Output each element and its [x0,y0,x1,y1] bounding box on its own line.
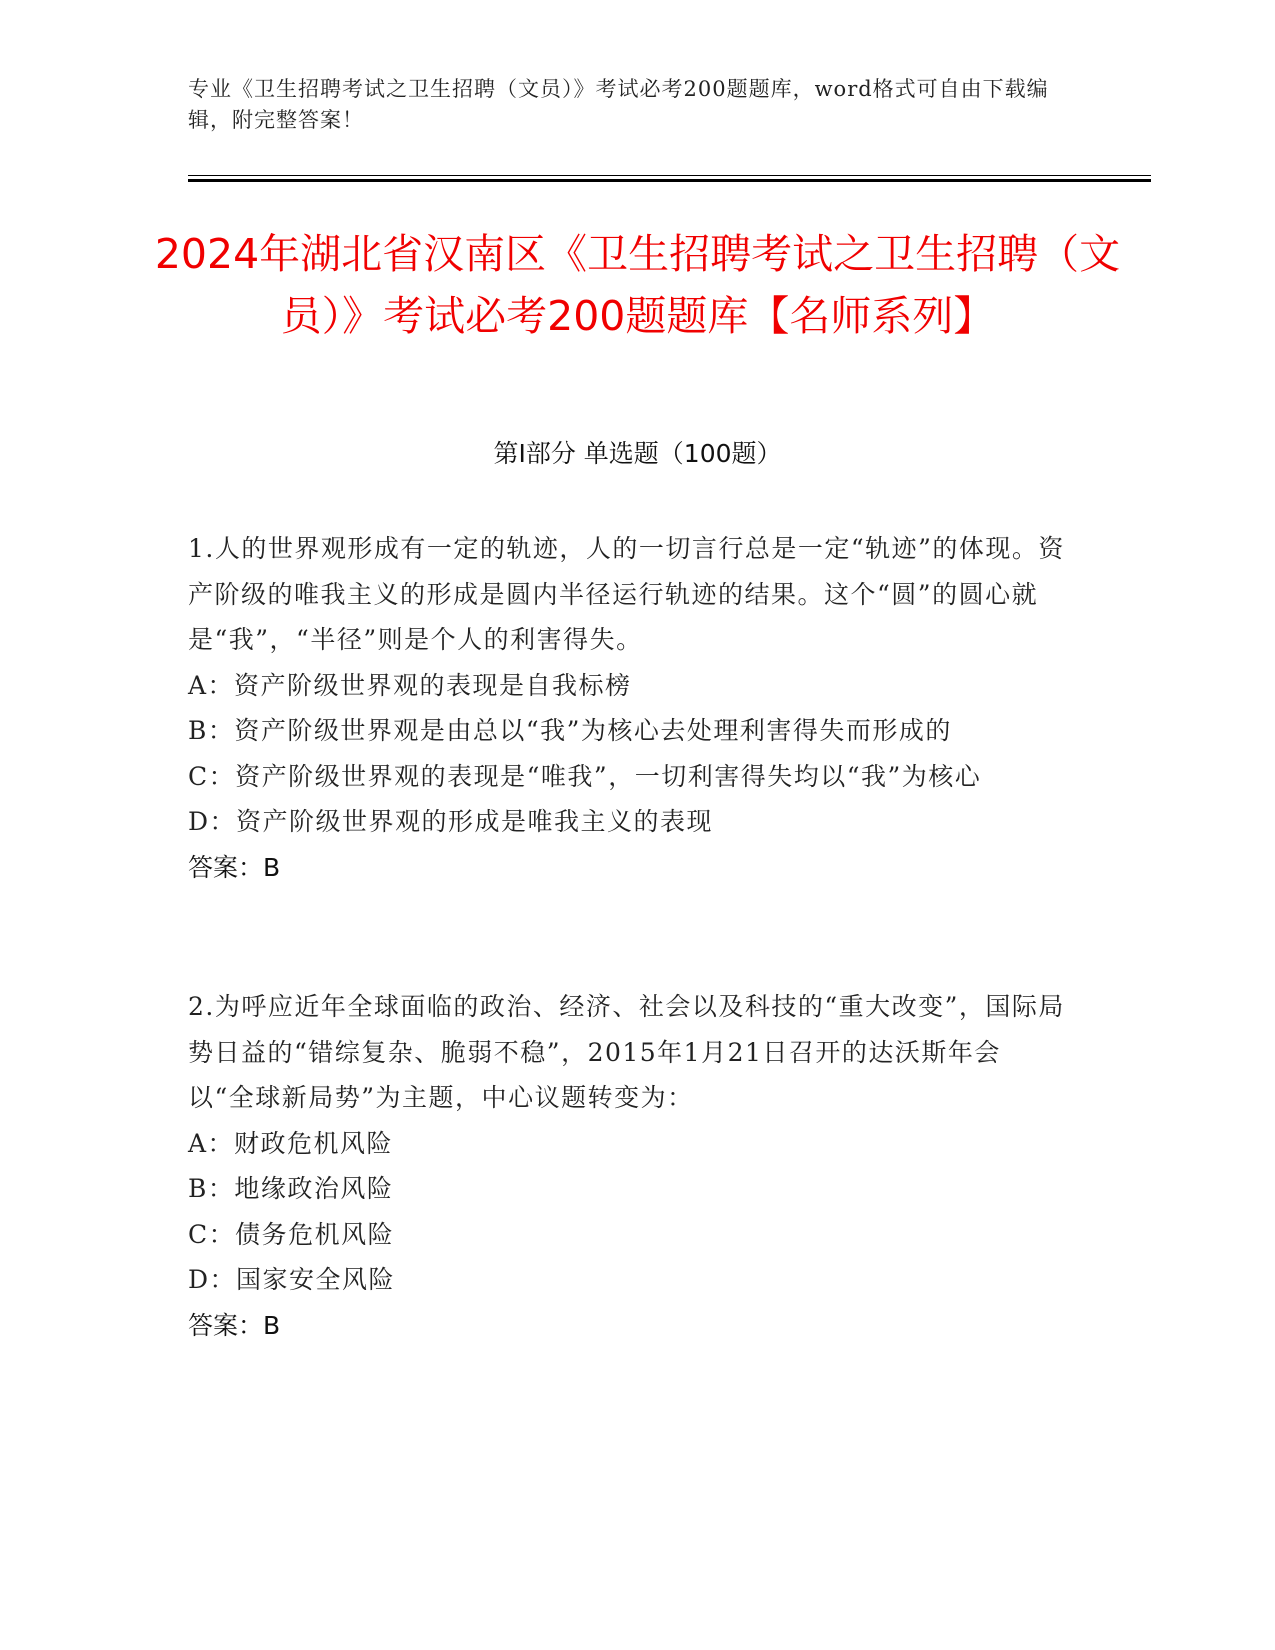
question-stem: 1.人的世界观形成有一定的轨迹，人的一切言行总是一定“轨迹”的体现。资产阶级的唯我主义的形成是圆内半径运行轨迹的结果。这个“圆”的圆心就是“我”，“半径”则是个人的利害得失。 [188,534,1065,654]
answer-line: 答案：B [188,1310,281,1340]
header-divider-thin [188,175,1151,176]
header-note: 专业《卫生招聘考试之卫生招聘（文员）》考试必考200题题库，word格式可自由下载编辑，附完整答案！ [188,77,1049,132]
option-a: A：财政危机风险 [188,1128,394,1158]
question-1 [188,526,1068,890]
answer-line: 答案：B [188,852,281,882]
question-2 [188,984,1068,1348]
option-c: C：债务危机风险 [188,1219,395,1249]
option-b: B：地缘政治风险 [188,1174,394,1203]
option-c: C：资产阶级世界观的表现是“唯我”，一切利害得失均以“我”为核心 [188,761,982,791]
header-divider-thick [188,179,1151,182]
option-b: B：资产阶级世界观是由总以“我”为核心去处理利害得失而形成的 [188,716,952,745]
option-d: D：国家安全风险 [188,1265,396,1294]
section-heading: 第I部分 单选题（100题） [493,439,782,468]
question-stem: 2.为呼应近年全球面临的政治、经济、社会以及科技的“重大改变”，国际局势日益的“错综复杂、脆弱不稳”，2015年1月21日召开的达沃斯年会以“全球新局势”为主题，中心议题转变为： [188,992,1065,1112]
document-title: 2024年湖北省汉南区《卫生招聘考试之卫生招聘（文员）》考试必考200题题库【名师系列】 [154,230,1121,340]
option-a: A：资产阶级世界观的表现是自我标榜 [188,670,632,700]
option-d: D：资产阶级世界观的形成是唯我主义的表现 [188,807,714,836]
